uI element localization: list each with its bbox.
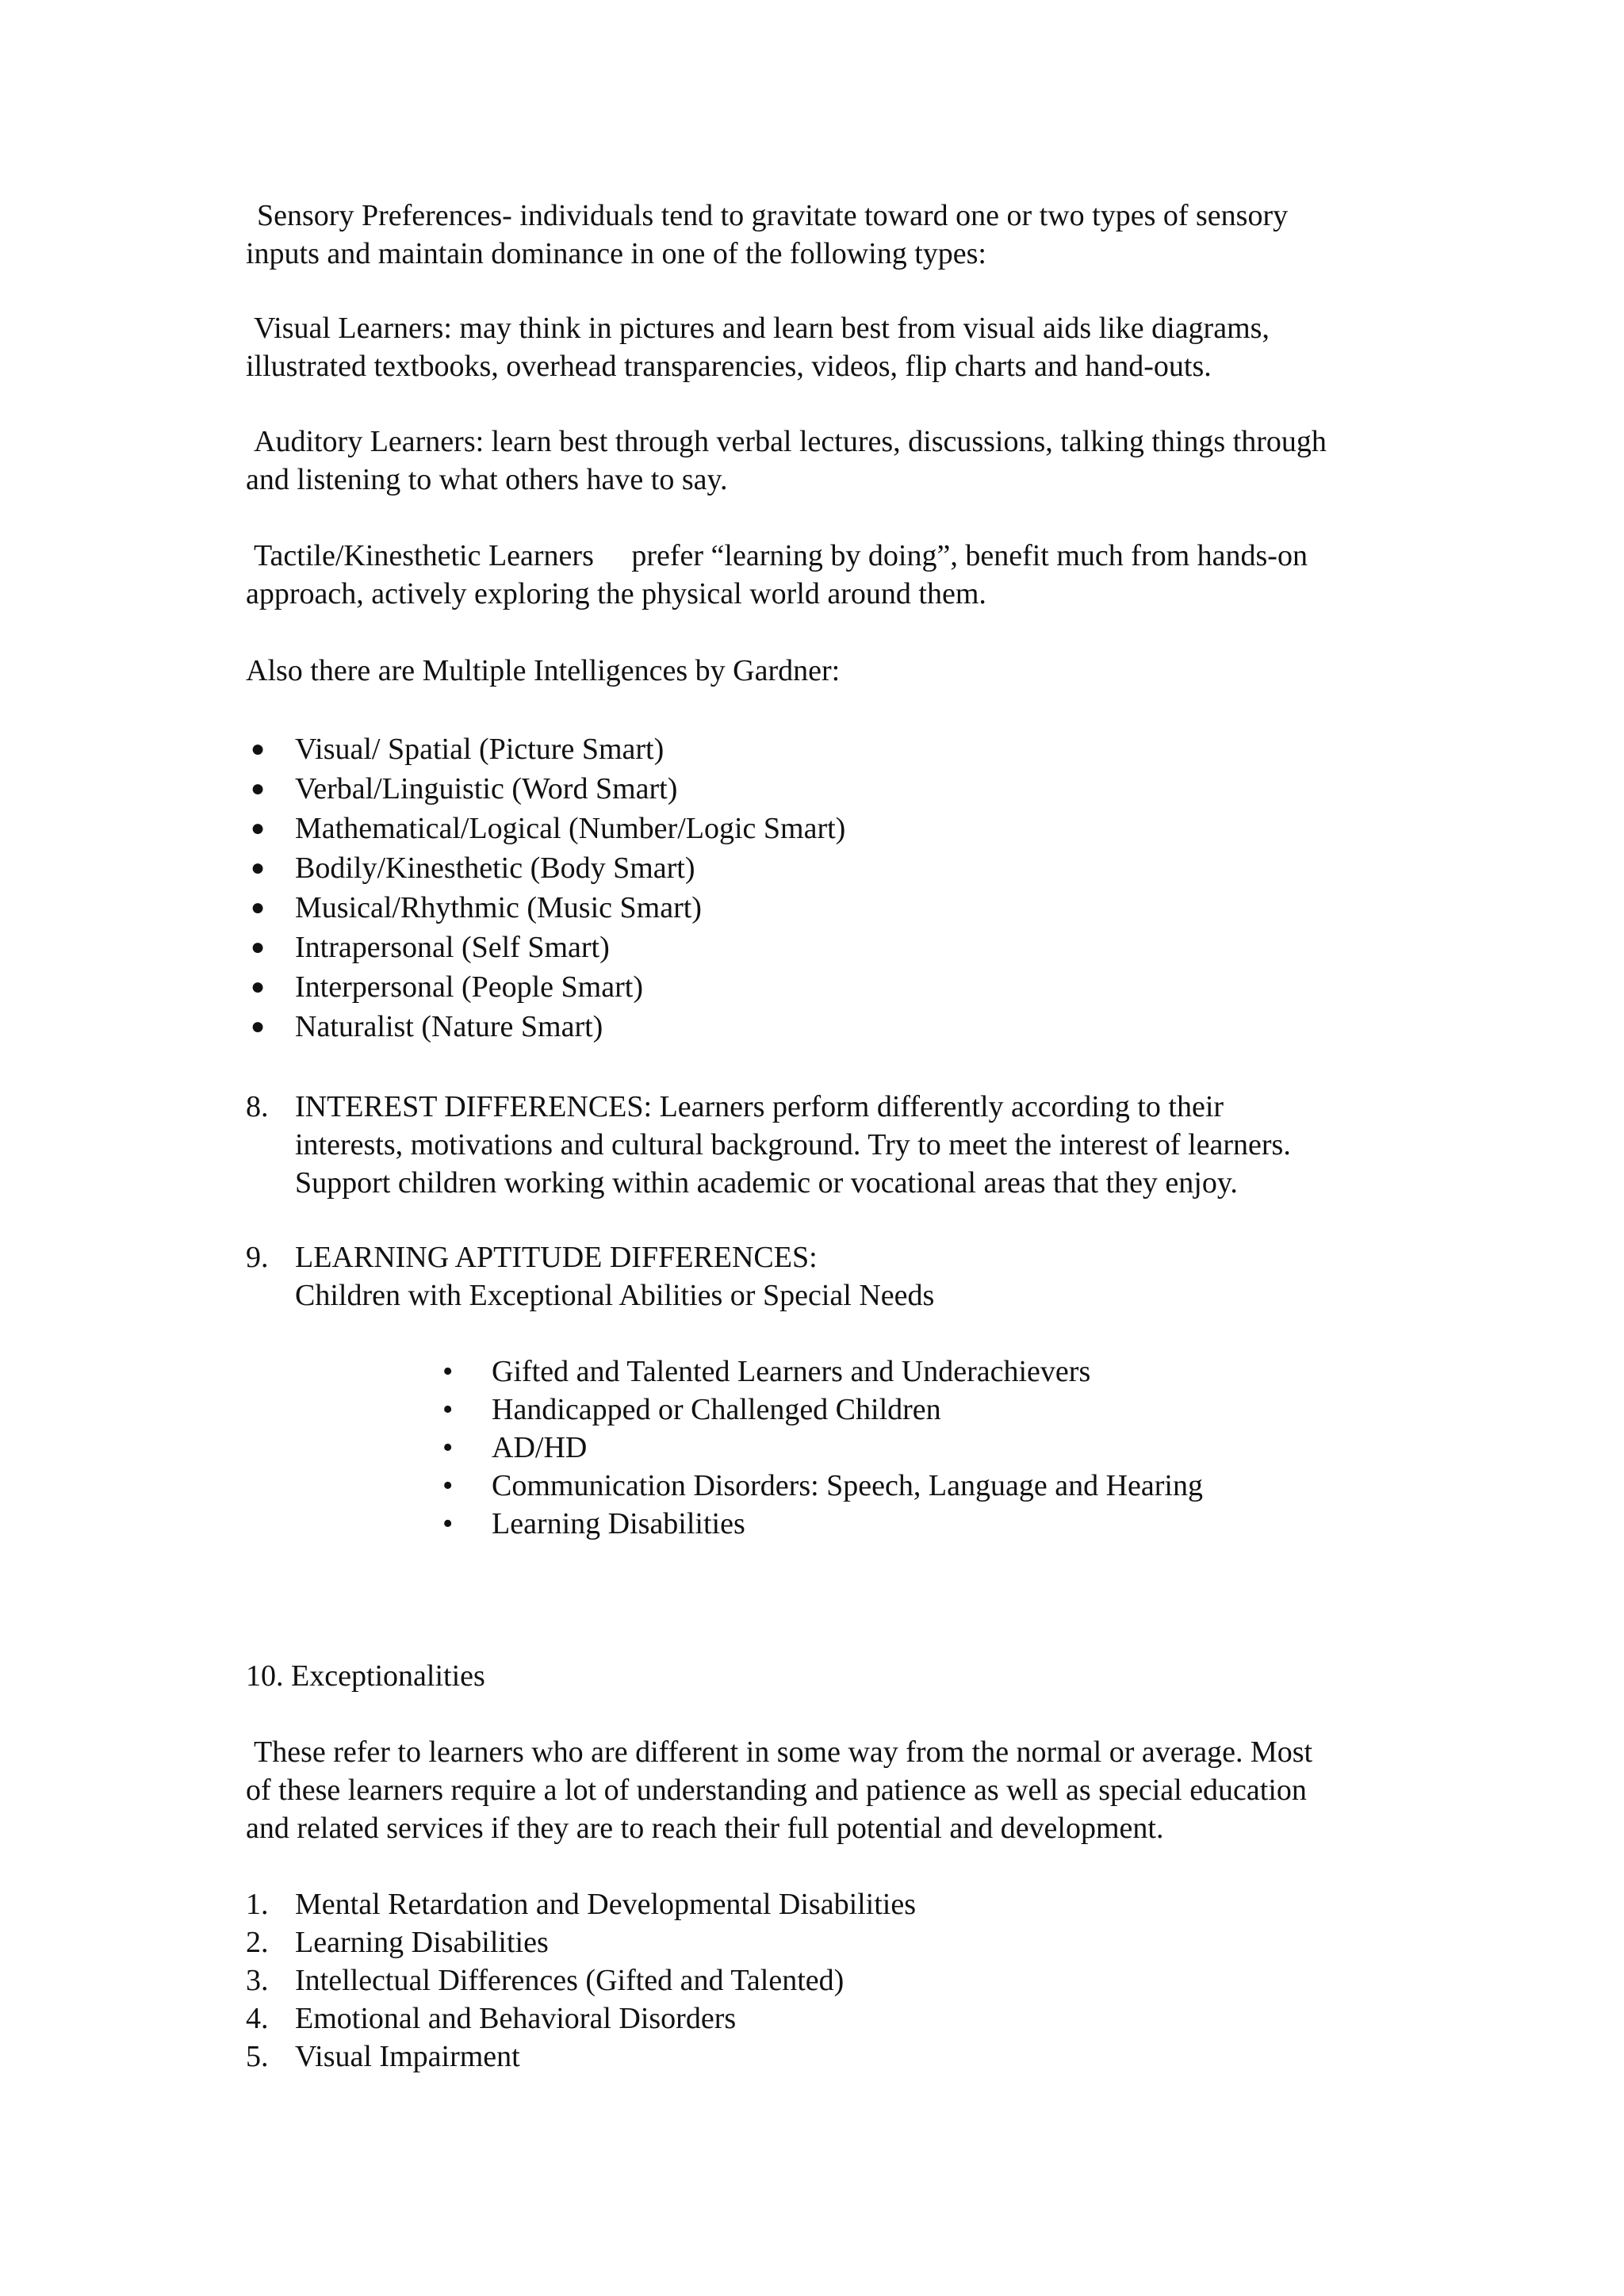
bullet-icon: ●	[251, 736, 266, 762]
section-heading: LEARNING APTITUDE DIFFERENCES:	[295, 1241, 818, 1274]
item-number: 3.	[246, 1964, 269, 1997]
item-number: 4.	[246, 2002, 269, 2035]
exceptionalities-list	[246, 1885, 1435, 2076]
aptitude-list	[442, 1353, 1473, 1543]
numbered-item	[246, 1238, 1435, 1276]
intelligences-list	[246, 729, 1435, 1047]
paragraph-line: INTEREST DIFFERENCES: Learners perform differently according to their	[295, 1090, 1224, 1123]
paragraph-line: Visual Learners: may think in pictures and learn best from visual aids like diagrams,	[254, 312, 1270, 345]
item-number: 8.	[246, 1090, 269, 1123]
interest-differences-section	[246, 1088, 1435, 1202]
paragraph-line: of these learners require a lot of understanding and patience as well as special education	[246, 1774, 1307, 1807]
item-number: 1.	[246, 1888, 269, 1921]
list-item: ● Verbal/Linguistic (Word Smart)	[246, 769, 1435, 809]
numbered-item: 1. Mental Retardation and Developmental Disabilities	[246, 1885, 1435, 1923]
paragraph-line: approach, actively exploring the physical world around them.	[246, 577, 986, 610]
paragraph-line: Auditory Learners: learn best through verbal lectures, discussions, talking things through	[254, 425, 1327, 458]
list-item: • Communication Disorders: Speech, Language and Hearing	[442, 1467, 1473, 1505]
bullet-icon: •	[442, 1355, 454, 1388]
bullet-icon: ●	[251, 815, 266, 841]
paragraph-line: and listening to what others have to say.	[246, 463, 728, 496]
list-item: • Handicapped or Challenged Children	[442, 1391, 1473, 1429]
bullet-icon: ●	[251, 1013, 266, 1039]
list-item: ● Interpersonal (People Smart)	[246, 967, 1435, 1007]
paragraph-line: Tactile/Kinesthetic Learners prefer “learning by doing”, benefit much from hands-on	[254, 539, 1308, 572]
paragraph-line: illustrated textbooks, overhead transparencies, videos, flip charts and hand-outs.	[246, 350, 1212, 383]
list-item: ● Musical/Rhythmic (Music Smart)	[246, 888, 1435, 928]
paragraph-line: inputs and maintain dominance in one of the following types:	[246, 237, 986, 270]
list-item: • Learning Disabilities	[442, 1505, 1473, 1543]
visual-learners-paragraph	[246, 309, 1435, 385]
learning-aptitude-section	[246, 1238, 1435, 1314]
tactile-learners-paragraph	[246, 537, 1435, 613]
paragraph-line: and related services if they are to reach their full potential and development.	[246, 1812, 1164, 1845]
sensory-preferences-paragraph	[246, 197, 1435, 273]
auditory-learners-paragraph	[246, 423, 1435, 499]
list-item: ● Visual/ Spatial (Picture Smart)	[246, 729, 1435, 769]
list-item: • Gifted and Talented Learners and Underachievers	[442, 1353, 1473, 1391]
list-item: ● Mathematical/Logical (Number/Logic Smart)	[246, 809, 1435, 848]
multiple-intelligences-intro	[246, 652, 1435, 690]
section-heading: 10. Exceptionalities	[246, 1659, 485, 1693]
bullet-icon: ●	[251, 775, 266, 802]
list-item: ● Naturalist (Nature Smart)	[246, 1007, 1435, 1047]
numbered-item: 3. Intellectual Differences (Gifted and Talented)	[246, 1961, 1435, 1999]
exceptionalities-heading	[246, 1657, 1435, 1695]
bullet-icon: •	[442, 1507, 454, 1540]
numbered-item	[246, 1088, 1435, 1126]
paragraph-line: Support children working within academic or vocational areas that they enjoy.	[295, 1166, 1238, 1200]
item-number: 9.	[246, 1241, 269, 1274]
bullet-icon: ●	[251, 855, 266, 881]
exceptionalities-paragraph	[246, 1733, 1435, 1847]
numbered-item: 4. Emotional and Behavioral Disorders	[246, 1999, 1435, 2038]
paragraph-line: Sensory Preferences- individuals tend to gravitate toward one or two types of sensory	[257, 199, 1289, 232]
list-item: • AD/HD	[442, 1429, 1473, 1467]
item-number: 2.	[246, 1926, 269, 1959]
item-number: 5.	[246, 2040, 269, 2073]
bullet-icon: ●	[251, 974, 266, 1000]
numbered-item: 2. Learning Disabilities	[246, 1923, 1435, 1961]
bullet-icon: •	[442, 1393, 454, 1426]
bullet-icon: •	[442, 1431, 454, 1464]
paragraph-line: Also there are Multiple Intelligences by Gardner:	[246, 654, 841, 687]
numbered-item: 5. Visual Impairment	[246, 2038, 1435, 2076]
list-item: ● Bodily/Kinesthetic (Body Smart)	[246, 848, 1435, 888]
paragraph-line: These refer to learners who are different in some way from the normal or average. Most	[254, 1735, 1313, 1769]
bullet-icon: ●	[251, 934, 266, 960]
list-item: ● Intrapersonal (Self Smart)	[246, 928, 1435, 967]
bullet-icon: ●	[251, 894, 266, 920]
bullet-icon: •	[442, 1469, 454, 1502]
paragraph-line: interests, motivations and cultural background. Try to meet the interest of learners.	[295, 1128, 1291, 1161]
paragraph-line: Children with Exceptional Abilities or Special Needs	[295, 1279, 935, 1312]
